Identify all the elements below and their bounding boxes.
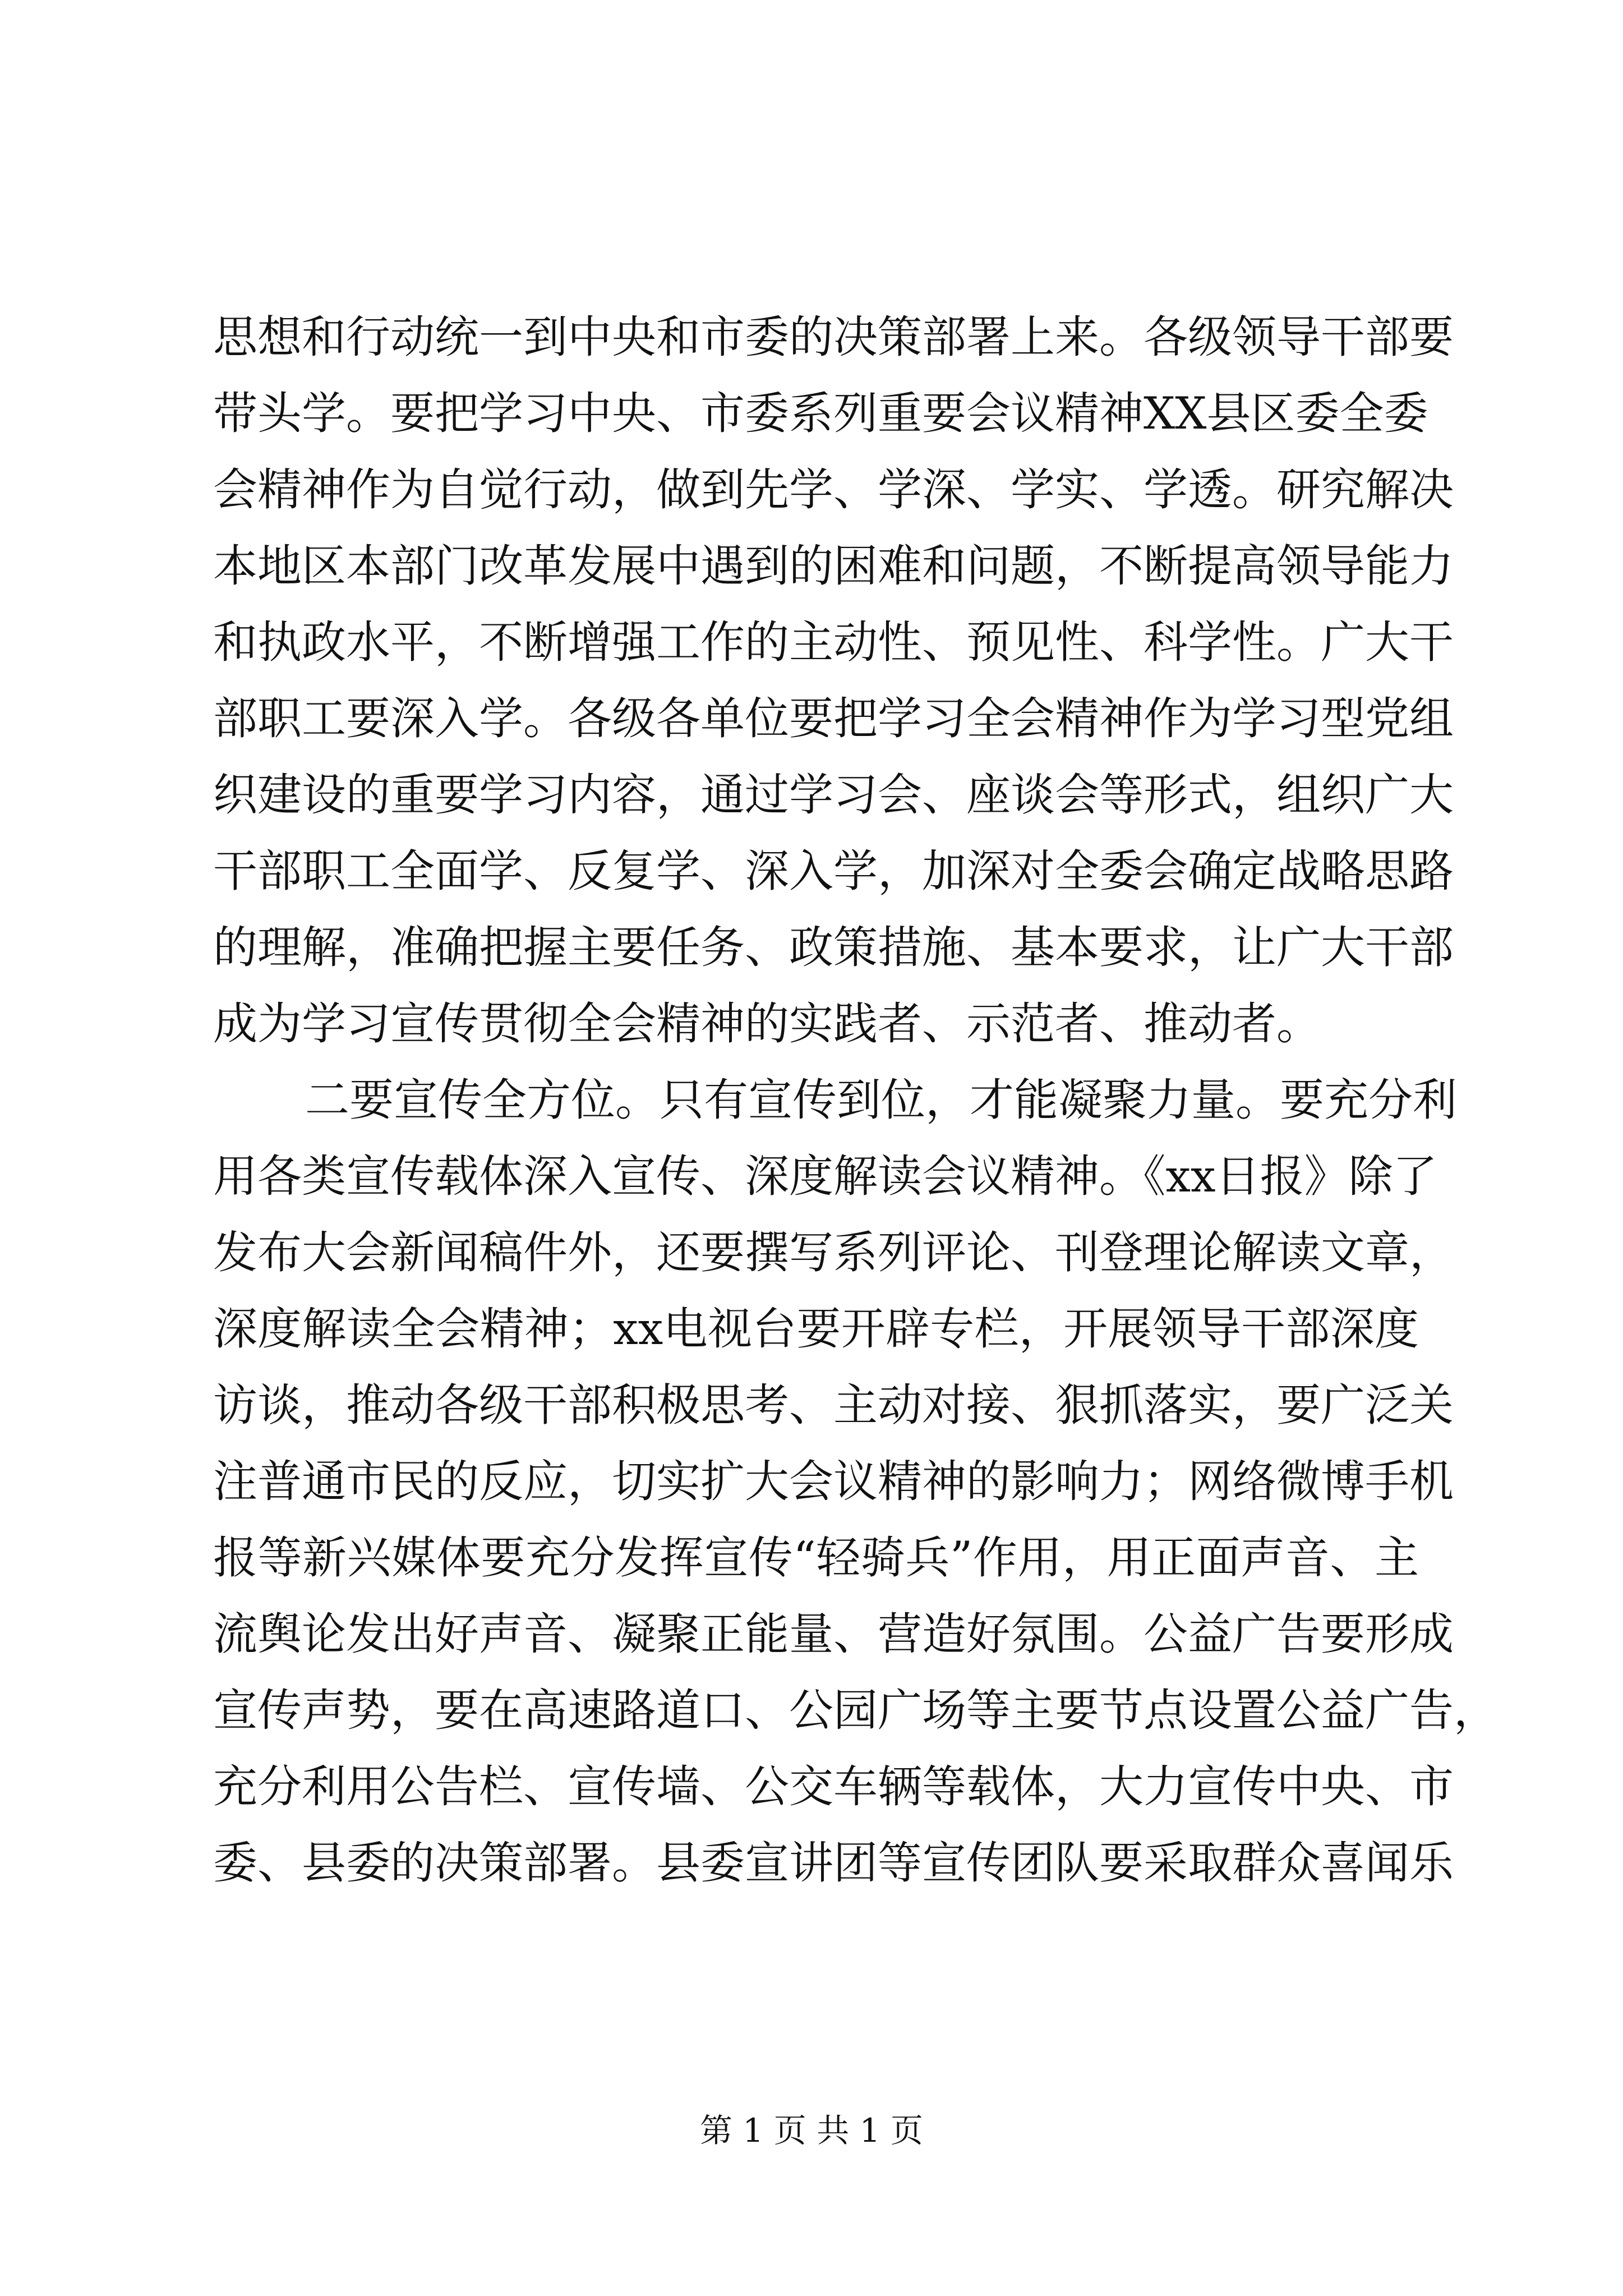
text-line: 宣传声势，要在高速路道口、公园广场等主要节点设置公益广告，	[213, 1685, 1498, 1736]
text-line: 带头学。要把学习中央、市委系列重要会议精神XX县区委全委	[213, 388, 1428, 439]
page-footer	[0, 2108, 1623, 2153]
text-line: 会精神作为自觉行动，做到先学、学深、学实、学透。研究解决	[213, 464, 1454, 516]
text-line: 的理解，准确把握主要任务、政策措施、基本要求，让广大干部	[213, 922, 1454, 973]
text-line: 思想和行动统一到中央和市委的决策部署上来。各级领导干部要	[213, 311, 1454, 363]
text-line: 流舆论发出好声音、凝聚正能量、营造好氛围。公益广告要形成	[213, 1608, 1454, 1660]
paragraph-end-line: 成为学习宣传贯彻全会精神的实践者、示范者、推动者。	[213, 998, 1321, 1050]
text-line: 本地区本部门改革发展中遇到的困难和问题，不断提高领导能力	[213, 540, 1454, 592]
page-number-label: 第 1 页 共 1 页	[700, 2111, 923, 2150]
text-line: 用各类宣传载体深入宣传、深度解读会议精神。《xx日报》除了	[213, 1151, 1437, 1202]
text-line: 发布大会新闻稿件外，还要撰写系列评论、刊登理论解读文章，	[213, 1227, 1454, 1278]
paragraph-start-line: 二要宣传全方位。只有宣传到位，才能凝聚力量。要充分利	[305, 1074, 1457, 1126]
text-line: 干部职工全面学、反复学、深入学，加深对全委会确定战略思路	[213, 845, 1454, 897]
text-line: 织建设的重要学习内容，通过学习会、座谈会等形式，组织广大	[213, 769, 1454, 821]
text-line: 委、县委的决策部署。县委宣讲团等宣传团队要采取群众喜闻乐	[213, 1837, 1454, 1889]
text-line: 深度解读全会精神；xx电视台要开辟专栏，开展领导干部深度	[213, 1303, 1419, 1355]
text-line: 访谈，推动各级干部积极思考、主动对接、狠抓落实，要广泛关	[213, 1379, 1454, 1431]
text-line: 报等新兴媒体要充分发挥宣传“轻骑兵”作用，用正面声音、主	[213, 1532, 1419, 1584]
text-line: 充分利用公告栏、宣传墙、公交车辆等载体，大力宣传中央、市	[213, 1761, 1454, 1812]
text-line: 注普通市民的反应，切实扩大会议精神的影响力；网络微博手机	[213, 1456, 1454, 1507]
text-line: 部职工要深入学。各级各单位要把学习全会精神作为学习型党组	[213, 693, 1454, 744]
text-line: 和执政水平，不断增强工作的主动性、预见性、科学性。广大干	[213, 616, 1454, 668]
body-text	[213, 299, 1498, 1901]
